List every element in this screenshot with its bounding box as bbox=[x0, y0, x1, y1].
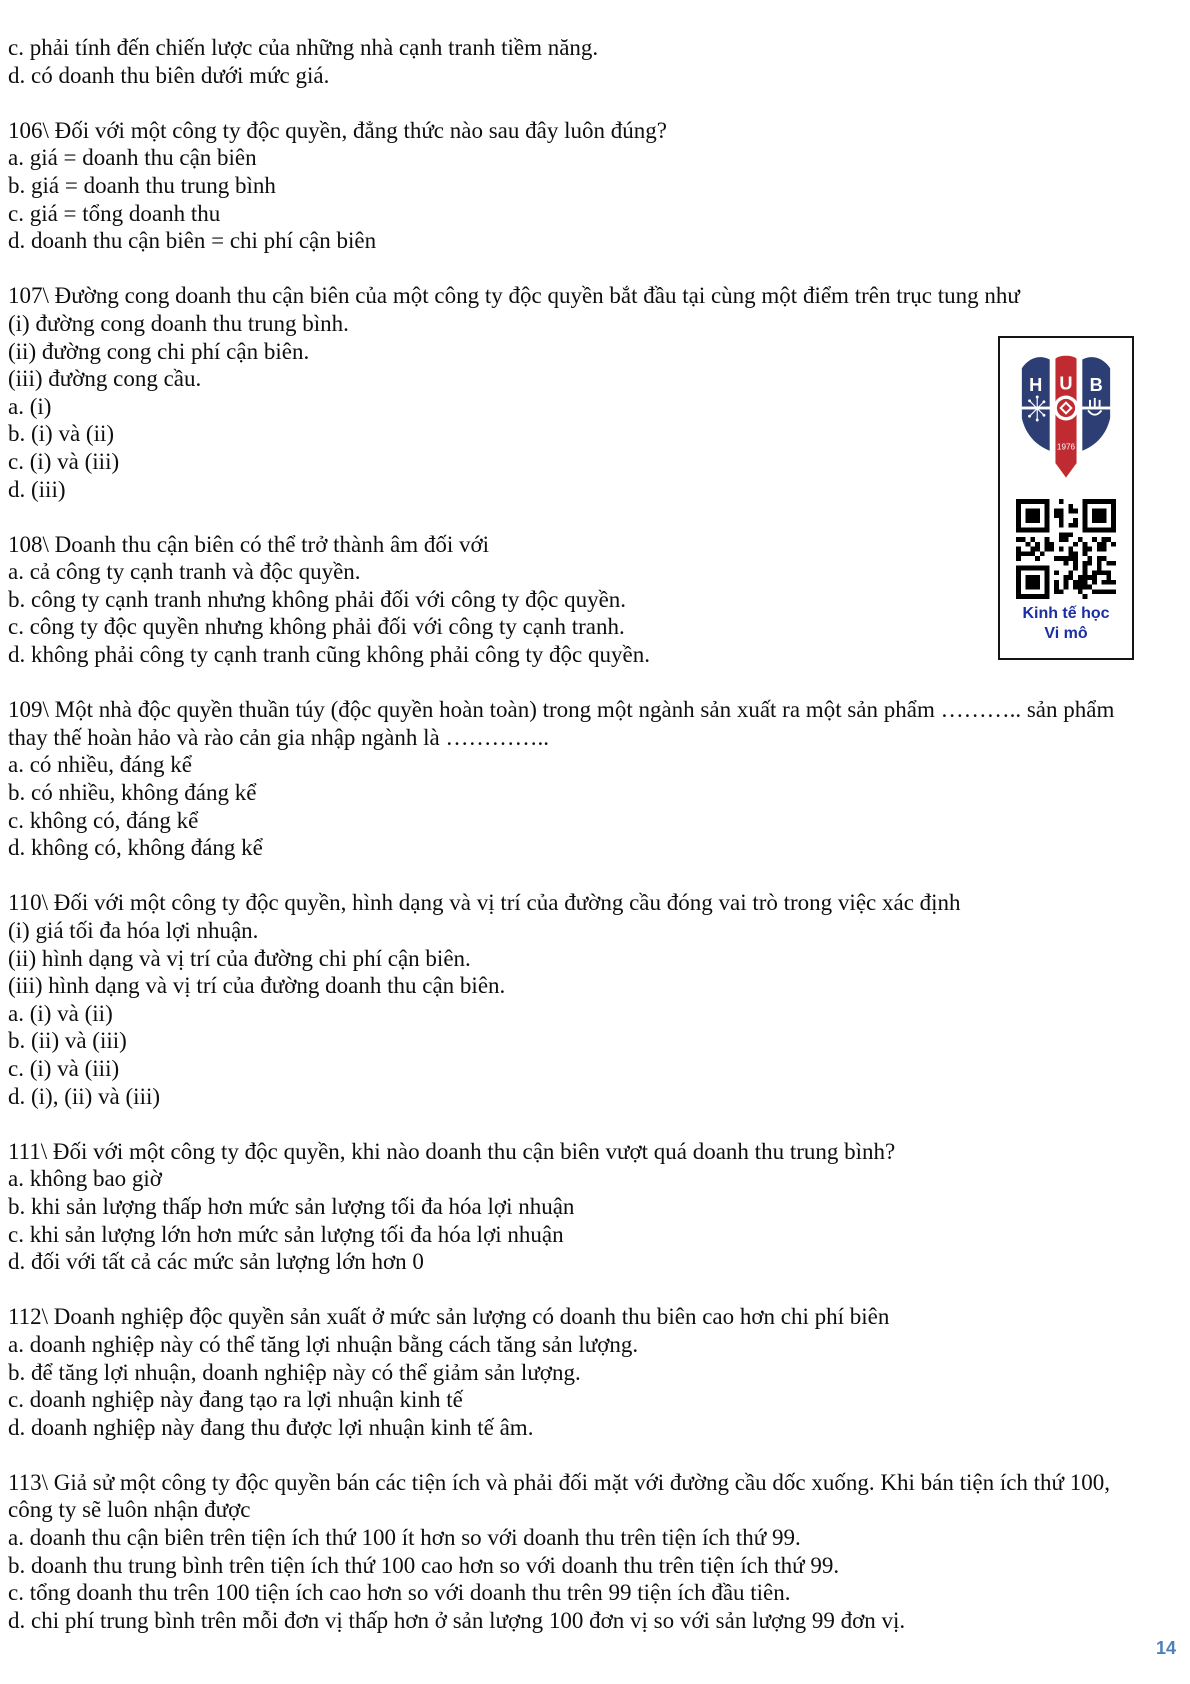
option-line: c. (i) và (iii) bbox=[8, 448, 120, 474]
option-line: b. công ty cạnh tranh nhưng không phải đối với công ty độc quyền. bbox=[8, 586, 627, 612]
option-line: d. doanh nghiệp này đang thu được lợi nhuận kinh tế âm. bbox=[8, 1414, 534, 1440]
course-caption bbox=[1022, 604, 1109, 644]
leading-option-line: c. phải tính đến chiến lược của những nhà cạnh tranh tiềm năng. bbox=[8, 35, 599, 60]
option-line: b. doanh thu trung bình trên tiện ích thứ 100 cao hơn so với doanh thu trên tiện ích thứ 99. bbox=[8, 1552, 840, 1578]
option-line: c. (i) và (iii) bbox=[8, 1055, 120, 1081]
question-prompt: 110\ Đối với một công ty độc quyền, hình dạng và vị trí của đường cầu đóng vai trò trong việc xác định bbox=[8, 890, 961, 916]
question-prompt: 108\ Doanh thu cận biên có thể trở thành âm đối với bbox=[8, 531, 490, 557]
document-body bbox=[8, 34, 1186, 1634]
option-line: c. công ty độc quyền nhưng không phải đối với công ty cạnh tranh. bbox=[8, 614, 625, 640]
qr-code bbox=[1016, 499, 1116, 599]
question-prompt: 109\ Một nhà độc quyền thuần túy (độc quyền hoàn toàn) trong một ngành sản xuất ra một sản phẩm ……….. sản phẩm bbox=[8, 697, 1115, 723]
option-line: d. (i), (ii) và (iii) bbox=[8, 1083, 161, 1109]
question-prompt: 111\ Đối với một công ty độc quyền, khi nào doanh thu cận biên vượt quá doanh thu trung bình? bbox=[8, 1138, 896, 1164]
roman-item-line: (i) giá tối đa hóa lợi nhuận. bbox=[8, 918, 259, 943]
hub-university-shield-logo bbox=[1018, 349, 1114, 491]
option-line: a. giá = doanh thu cận biên bbox=[8, 145, 257, 171]
option-line: a. (i) và (ii) bbox=[8, 1000, 113, 1026]
option-line: c. giá = tổng doanh thu bbox=[8, 200, 221, 226]
option-line: a. không bao giờ bbox=[8, 1166, 162, 1192]
option-line: a. có nhiều, đáng kể bbox=[8, 752, 192, 778]
option-line: d. không có, không đáng kể bbox=[8, 835, 263, 861]
logo-letter-h: H bbox=[1029, 375, 1043, 396]
option-line: d. (iii) bbox=[8, 476, 66, 502]
question-prompt: thay thế hoàn hảo và rào cản gia nhập ngành là ………….. bbox=[8, 724, 549, 750]
roman-item-line: (iii) đường cong cầu. bbox=[8, 366, 202, 392]
question-112 bbox=[8, 1303, 1186, 1441]
option-line: b. khi sản lượng thấp hơn mức sản lượng tối đa hóa lợi nhuận bbox=[8, 1193, 575, 1219]
course-logo-card bbox=[998, 336, 1134, 660]
question-prompt: 107\ Đường cong doanh thu cận biên của một công ty độc quyền bắt đầu tại cùng một điểm trên trục tung như bbox=[8, 283, 1020, 309]
option-line: d. doanh thu cận biên = chi phí cận biên bbox=[8, 228, 377, 254]
page-number: 14 bbox=[1155, 1638, 1176, 1658]
leading-options-block bbox=[8, 34, 1186, 89]
course-caption-line-2: Vi mô bbox=[1044, 625, 1088, 642]
option-line: a. doanh thu cận biên trên tiện ích thứ 100 ít hơn so với doanh thu trên tiện ích thứ 99. bbox=[8, 1525, 801, 1551]
roman-item-line: (ii) đường cong chi phí cận biên. bbox=[8, 338, 310, 364]
roman-item-line: (ii) hình dạng và vị trí của đường chi phí cận biên. bbox=[8, 945, 471, 971]
option-line: c. doanh nghiệp này đang tạo ra lợi nhuận kinh tế bbox=[8, 1387, 463, 1413]
option-line: c. khi sản lượng lớn hơn mức sản lượng tối đa hóa lợi nhuận bbox=[8, 1221, 564, 1247]
option-line: b. để tăng lợi nhuận, doanh nghiệp này có thể giảm sản lượng. bbox=[8, 1359, 581, 1385]
option-line: d. chi phí trung bình trên mỗi đơn vị thấp hơn ở sản lượng 100 đơn vị so với sản lượng 99 đơn vị. bbox=[8, 1607, 906, 1633]
option-line: d. không phải công ty cạnh tranh cũng không phải công ty độc quyền. bbox=[8, 642, 650, 668]
question-prompt: 112\ Doanh nghiệp độc quyền sản xuất ở mức sản lượng có doanh thu biên cao hơn chi phí biên bbox=[8, 1304, 890, 1330]
question-110 bbox=[8, 889, 1186, 1110]
option-line: a. doanh nghiệp này có thể tăng lợi nhuận bằng cách tăng sản lượng. bbox=[8, 1331, 639, 1357]
question-106 bbox=[8, 117, 1186, 255]
question-prompt: công ty sẽ luôn nhận được bbox=[8, 1497, 251, 1523]
course-caption-line-1: Kinh tế học bbox=[1022, 605, 1110, 622]
option-line: b. (i) và (ii) bbox=[8, 421, 115, 447]
leading-option-line: d. có doanh thu biên dưới mức giá. bbox=[8, 62, 330, 88]
option-line: b. có nhiều, không đáng kể bbox=[8, 780, 257, 806]
logo-letter-b: B bbox=[1089, 375, 1103, 396]
option-line: c. không có, đáng kể bbox=[8, 807, 199, 833]
roman-item-line: (i) đường cong doanh thu trung bình. bbox=[8, 310, 349, 336]
logo-year: 1976 bbox=[1056, 442, 1076, 452]
option-line: c. tổng doanh thu trên 100 tiện ích cao hơn so với doanh thu trên 99 tiện ích đầu tiên. bbox=[8, 1580, 791, 1606]
option-line: a. cả công ty cạnh tranh và độc quyền. bbox=[8, 559, 361, 585]
logo-letter-u: U bbox=[1059, 373, 1073, 394]
question-prompt: 106\ Đối với một công ty độc quyền, đẳng thức nào sau đây luôn đúng? bbox=[8, 117, 667, 143]
option-line: a. (i) bbox=[8, 393, 52, 419]
question-113 bbox=[8, 1469, 1186, 1635]
question-111 bbox=[8, 1138, 1186, 1276]
option-line: d. đối với tất cả các mức sản lượng lớn hơn 0 bbox=[8, 1249, 424, 1275]
question-prompt: 113\ Giả sử một công ty độc quyền bán các tiện ích và phải đối mặt với đường cầu dốc xuống. Khi bán tiện ích thứ 100, bbox=[8, 1469, 1111, 1495]
option-line: b. giá = doanh thu trung bình bbox=[8, 172, 276, 198]
option-line: b. (ii) và (iii) bbox=[8, 1028, 127, 1054]
question-109 bbox=[8, 696, 1186, 862]
roman-item-line: (iii) hình dạng và vị trí của đường doanh thu cận biên. bbox=[8, 973, 506, 999]
